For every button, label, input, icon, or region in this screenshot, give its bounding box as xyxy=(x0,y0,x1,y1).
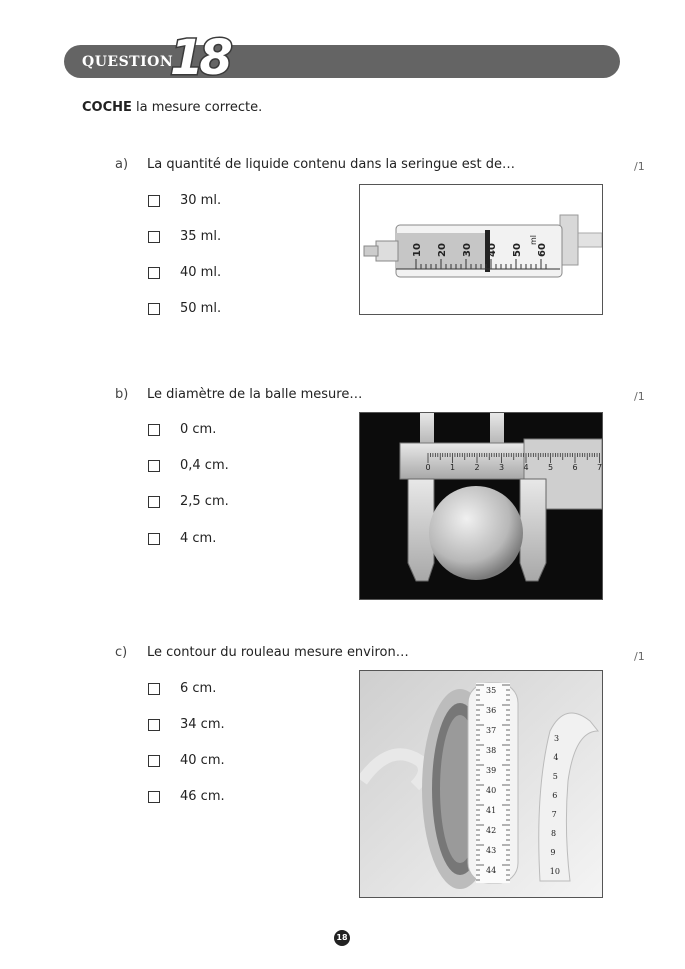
caliper-scale-label: 1 xyxy=(450,463,456,472)
caliper-scale-label: 3 xyxy=(499,463,505,472)
tape-label-right: 4 xyxy=(553,753,559,762)
caliper-scale-label: 0 xyxy=(425,463,431,472)
instruction xyxy=(82,100,262,115)
syringe-scale-label: 20 xyxy=(437,243,448,257)
checkbox[interactable] xyxy=(148,303,160,315)
syringe-scale-label: 50 xyxy=(512,243,523,257)
option-b-1[interactable] xyxy=(148,422,216,437)
syringe-scale-label: 60 xyxy=(537,243,548,257)
checkbox[interactable] xyxy=(148,719,160,731)
question-c-letter: c) xyxy=(115,645,128,660)
option-label: 35 ml. xyxy=(180,229,222,244)
question-a-letter: a) xyxy=(115,157,129,172)
option-label: 30 ml. xyxy=(180,193,222,208)
option-c-4[interactable] xyxy=(148,789,225,804)
question-b-letter: b) xyxy=(115,387,129,402)
option-label: 34 cm. xyxy=(180,717,225,732)
option-label: 0,4 cm. xyxy=(180,458,229,473)
tape-label-right: 9 xyxy=(550,848,556,857)
caliper-scale-label: 7 xyxy=(597,463,602,472)
tape-label: 37 xyxy=(486,726,497,735)
checkbox[interactable] xyxy=(148,231,160,243)
tape-label: 38 xyxy=(486,746,497,755)
question-b-text: Le diamètre de la balle mesure… xyxy=(147,387,363,402)
checkbox[interactable] xyxy=(148,424,160,436)
checkbox[interactable] xyxy=(148,533,160,545)
option-c-3[interactable] xyxy=(148,753,225,768)
option-label: 6 cm. xyxy=(180,681,217,696)
option-label: 40 ml. xyxy=(180,265,222,280)
option-b-4[interactable] xyxy=(148,531,216,546)
option-a-3[interactable] xyxy=(148,265,221,280)
caliper-photo xyxy=(359,412,603,600)
option-b-3[interactable] xyxy=(148,494,229,509)
tape-label-right: 5 xyxy=(552,772,558,781)
option-label: 50 ml. xyxy=(180,301,222,316)
tape-label-right: 7 xyxy=(551,810,557,819)
question-c-text: Le contour du rouleau mesure environ… xyxy=(147,645,409,660)
option-c-1[interactable] xyxy=(148,681,216,696)
option-label: 2,5 cm. xyxy=(180,494,229,509)
tape-label: 36 xyxy=(486,706,497,715)
tape-label: 35 xyxy=(486,686,497,695)
option-a-4[interactable] xyxy=(148,301,221,316)
option-a-2[interactable] xyxy=(148,229,221,244)
question-b-score: /1 xyxy=(634,390,645,403)
checkbox[interactable] xyxy=(148,683,160,695)
question-a-text: La quantité de liquide contenu dans la seringue est de… xyxy=(147,157,516,172)
checkbox[interactable] xyxy=(148,791,160,803)
option-b-2[interactable] xyxy=(148,458,229,473)
tape-label-right: 8 xyxy=(551,829,557,838)
checkbox[interactable] xyxy=(148,195,160,207)
option-a-1[interactable] xyxy=(148,193,221,208)
caliper-scale-label: 4 xyxy=(523,463,529,472)
tape-label: 44 xyxy=(486,866,497,875)
page-number: 18 xyxy=(334,930,350,946)
syringe-photo xyxy=(359,184,603,315)
tape-label: 39 xyxy=(486,766,497,775)
question-a-score: /1 xyxy=(634,160,645,173)
tape-label: 41 xyxy=(486,806,497,815)
checkbox[interactable] xyxy=(148,267,160,279)
tape-label: 43 xyxy=(486,846,497,855)
checkbox[interactable] xyxy=(148,496,160,508)
tape-roll-photo xyxy=(359,670,603,898)
tape-label-right: 6 xyxy=(552,791,558,800)
question-label: QUESTION xyxy=(82,54,174,70)
tape-label-right: 3 xyxy=(554,734,560,743)
option-label: 4 cm. xyxy=(180,531,217,546)
instruction-text: la mesure correcte. xyxy=(131,100,263,115)
question-number: 18 xyxy=(170,30,229,86)
syringe-scale-label: 10 xyxy=(412,243,423,257)
option-label: 40 cm. xyxy=(180,753,225,768)
instruction-verb: COCHE xyxy=(82,100,132,115)
caliper-scale-label: 6 xyxy=(572,463,578,472)
tape-label: 40 xyxy=(486,786,497,795)
option-label: 0 cm. xyxy=(180,422,217,437)
tape-label-right: 10 xyxy=(549,867,560,876)
syringe-unit: ml xyxy=(529,234,538,245)
caliper-scale-label: 2 xyxy=(474,463,480,472)
checkbox[interactable] xyxy=(148,460,160,472)
caliper-scale-label: 5 xyxy=(548,463,554,472)
option-c-2[interactable] xyxy=(148,717,225,732)
question-c-score: /1 xyxy=(634,650,645,663)
tape-label: 42 xyxy=(486,826,497,835)
syringe-scale-label: 30 xyxy=(462,243,473,257)
syringe-scale-label: 40 xyxy=(487,243,498,257)
checkbox[interactable] xyxy=(148,755,160,767)
option-label: 46 cm. xyxy=(180,789,225,804)
